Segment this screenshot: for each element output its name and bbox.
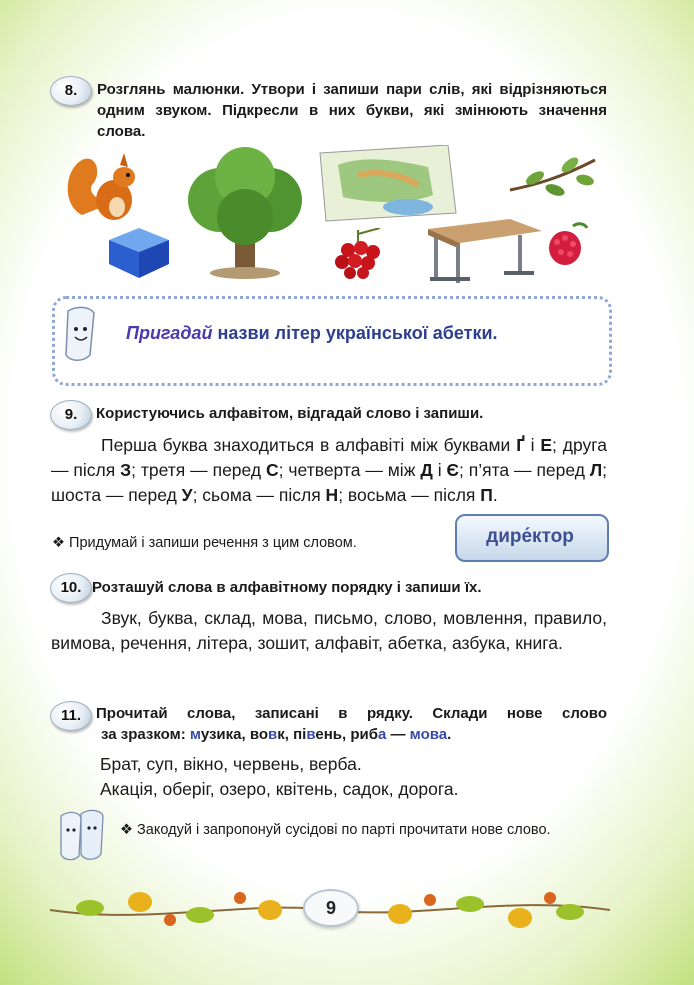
task-10-instruction: Розташуй слова в алфавітному порядку і запиши їх.	[92, 579, 482, 596]
raspberry-picture	[545, 220, 590, 268]
task-number-badge: 9.	[50, 400, 92, 430]
squirrel-picture	[62, 145, 147, 225]
tree-picture	[180, 145, 310, 285]
page-number: 9	[303, 889, 359, 927]
reminder-text	[126, 323, 498, 344]
task-number-badge: 11.	[50, 701, 92, 731]
reminder-rest: назви літер української абетки.	[212, 323, 498, 343]
task-9-riddle: Перша буква знаходиться в алфавіті між буквами Ґ і Е; друга — після З; третя — перед С; четверта — між Д і Є; п’ята — перед Л; шоста — перед У; сьома — після Н; восьма — після П.	[51, 435, 608, 505]
bullet-icon: ❖	[120, 822, 138, 838]
task-number-badge: 8.	[50, 76, 92, 106]
viburnum-picture	[328, 228, 388, 280]
map-picture	[318, 145, 458, 223]
task-number-badge: 10.	[50, 573, 92, 603]
cube-picture	[105, 222, 173, 280]
scroll-mascots-icon	[55, 808, 110, 866]
scroll-word: дире́ктор	[486, 526, 574, 547]
scroll-mascot-icon	[60, 305, 100, 365]
task-9-bullet: ❖ Придумай і запиши речення з цим словом.	[52, 535, 357, 551]
task-11-row-2: Акація, оберіг, озеро, квітень, садок, дорога.	[100, 779, 459, 799]
task-11-example: за зразком: музика, вовк, півень, риба — мова.	[101, 726, 452, 743]
task-8-instruction: Розглянь малюнки. Утвори і запиши пари слів, які відрізняються одним звуком. Підкресли в них букви, які змінюють значення слова.	[97, 81, 607, 140]
task-11-row-1: Брат, суп, вікно, червень, верба.	[100, 754, 362, 774]
branch-picture	[505, 150, 600, 205]
bullet-icon: ❖	[52, 535, 70, 551]
desk-picture	[420, 215, 545, 285]
reminder-italic: Пригадай	[126, 323, 213, 343]
task-11-instruction: Прочитай слова, записані в рядку. Склади нове слово	[96, 705, 607, 722]
task-9-instruction: Користуючись алфавітом, відгадай слово і запиши.	[96, 405, 484, 422]
task-11-bullet: ❖ Закодуй і запропонуй сусідові по парті прочитати нове слово.	[120, 822, 551, 838]
task-10-words: Звук, буква, склад, мова, письмо, слово, мовлення, правило, вимова, речення, літера, зошит, алфавіт, абетка, азбука, книга.	[51, 608, 607, 653]
